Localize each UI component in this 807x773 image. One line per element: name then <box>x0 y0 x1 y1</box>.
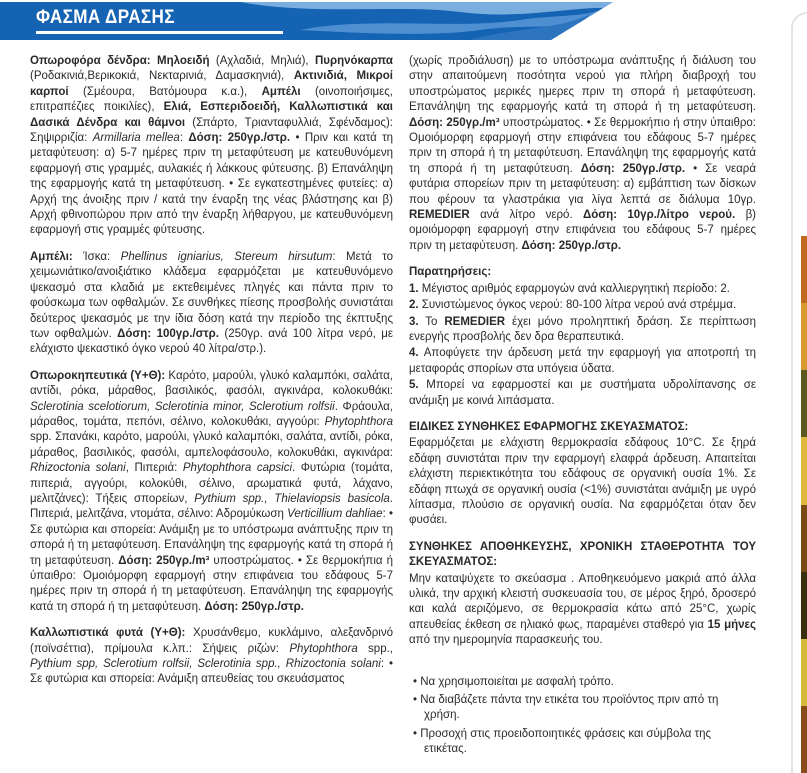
column-left <box>30 54 393 758</box>
note-3: 3. Το REMEDIER έχει μόνο προληπτική δράση. Σε περίπτωση ενεργής προσβολής δεν δρα θεραπευτικά. <box>409 315 756 343</box>
spectrum-vegetables: Οπωροκηπευτικά (Υ+Θ): Καρότο, μαρούλι, γλυκό καλαμπόκι, σαλάτα, αντίδι, ρόκα, μάραθος, βασιλικός, φασόλι, αγκινάρα, κολοκυθάκι: Sclerotinia scelotiorum, Sclerotinia minor, Sclerotium rolfsii. Φράουλα, μάραθος, τομάτα, πεπόνι, σέλινο, κολοκυθάκι, αγγούρι: Phytophthora spp. Σπανάκι, καρότο, μαρούλι, γλυκό καλαμπόκι, σαλάτα, αντίδι, ρόκα, μάραθος, βασιλικός, φασόλι, αμπελοφάσουλο, κολοκυθάκι, αγκινάρα: Rhizoctonia solani, Πιπεριά: Phytophthora capsici. Φυτώρια (τομάτα, πιπεριά, αγγούρι, κολοκύθι, σέλινο, αρωματικά φυτά, λάχανο, μελιτζάνες): Τήξεις σπορείων, Pythium spp., Thielaviopsis basicola. Πιπεριά, μελιτζάνα, ντομάτα, σέλινο: Αδρομύκωση Verticillium dahliae: • Σε φυτώρια και σπορεία: Ανάμιξη με το υπόστρωμα ανάπτυξης πριν τη σπορά ή τη μεταφύτευση. Επανάληψη της εφαρμογής κατά τη σπορά ή τη μεταφύτευση. Δόση: 250γρ./m³ υποστρώματος. • Σε θερμοκήπια ή ύπαιθρο: Ομοιόμορφη εφαρμογή στην επιφάνεια του εδάφους 5-7 ημέρες πριν τη σπορά ή τη μεταφύτευση. Επανάληψη της εφαρμογής κατά τη σπορά ή τη μεταφύτευση. Δόση: 250γρ./στρ. <box>30 369 393 613</box>
safety-bullet-3: • Προσοχή στις προειδοποιητικές φράσεις και σύμβολα της ετικέτας. <box>413 727 712 756</box>
photo-color-band <box>801 236 807 303</box>
photo-color-band <box>801 639 807 706</box>
title-underline <box>36 31 283 34</box>
photo-color-band <box>801 303 807 370</box>
header-banner <box>0 0 807 46</box>
photo-color-band <box>801 706 807 773</box>
document-body <box>30 54 782 758</box>
spectrum-fruit-trees: Οπωροφόρα δένδρα: Μηλοειδή (Αχλαδιά, Μηλιά), Πυρηνόκαρπα (Ροδακινιά,Βερικοκιά, Νεκταρινιά, Δαμασκηνιά), Ακτινιδιά, Μικροί καρποί (Σμέουρα, Βατόμουρα κ.α.), Αμπέλι (οινοποιήσιμες, επιτραπέζιες ποικιλίες), Ελιά, Εσπεριδοειδή, Καλλωπιστικά και Δασικά Δένδρα και θάμνοι (Σπάρτο, Τριανταφυλλιά, Σφένδαμος): Σηψιρριζία: Armillaria mellea: Δόση: 250γρ./στρ. • Πριν και κατά τη μεταφύτευση: α) 5-7 ημέρες πριν τη μεταφύτευση με κατευθυνόμενη εφαρμογή στις γραμμές, αυλακιές ή λάκκους φύτευσης. β) Επανάληψη της εφαρμογής κατά τη μεταφύτευση. • Σε εγκατεστημένες φυτείες: α) Αρχή της άνοιξης πριν / κατά την έναρξη της νέας βλάστησης και β) Αρχή φθινοπώρου πριν από την έναρξη λήθαργου, με κατευθυνόμενη εφαρμογή στις γραμμές φύτευσης. <box>30 55 394 237</box>
page-title: ΦΑΣΜΑ ΔΡΑΣΗΣ <box>36 7 175 28</box>
column-right <box>409 54 782 758</box>
photo-color-band <box>801 505 807 572</box>
note-5: 5. Μπορεί να εφαρμοστεί και με συστήματα υδρολίπανσης σε ανάμιξη με κοινά λιπάσματα. <box>409 379 756 407</box>
special-conditions-body: Εφαρμόζεται με ελάχιστη θερμοκρασία εδάφους 10°C. Σε ξηρά εδάφη συνιστάται πριν την εφαρμογή ελαφρά άρδευση. Απαιτείται ελάχιστη περιεκτικότητα του εδάφους σε οργανική ουσία 1%. Σε εδάφη πτωχά σε οργανική ουσία (<1%) συνιστάται ανάμιξη με υγρό λίπασμα, πλούσιο σε οργανική ουσία. Να εφαρμόζεται όταν δεν φυσάει. <box>409 437 756 527</box>
photo-color-band <box>801 572 807 639</box>
notes-heading: Παρατηρήσεις: <box>409 266 492 279</box>
safety-bullet-1: • Να χρησιμοποιείται με ασφαλή τρόπο. <box>413 675 614 688</box>
note-1: 1. Μέγιστος αριθμός εφαρμογών ανά καλλιεργητική περίοδο: 2. <box>409 282 730 295</box>
photo-color-band <box>801 437 807 504</box>
spectrum-vine: Αμπέλι: Ίσκα: Phellinus igniarius, Stereum hirsutum: Μετά το χειμωνιάτικο/ανοιξιάτικο κλάδεμα εφαρμόζεται με κατευθυνόμενο ψεκασμό στα κλαδιά με εκτεθειμένες πληγές και πάντα πριν το φούσκωμα των οφθαλμών. Σε συνθήκες πίεσης προσβολής συνιστάται δεύτερος ψεκασμός με την ίδια δόση κατά την περίοδο της έκπτυξης των οφθαλμών. Δόση: 100γρ./στρ. (250γρ. ανά 100 λίτρα νερό, με ελάχιστο ψεκαστικό όγκο νερού 40 λίτρα/στρ.). <box>30 250 393 356</box>
special-conditions-heading: ΕΙΔΙΚΕΣ ΣΥΝΘΗΚΕΣ ΕΦΑΡΜΟΓΗΣ ΣΚΕΥΑΣΜΑΤΟΣ: <box>409 420 689 433</box>
safety-bullet-2: • Να διαβάζετε πάντα την ετικέτα του προϊόντος πριν από τη χρήση. <box>413 694 719 722</box>
note-2: 2. Συνιστώμενος όγκος νερού: 80-100 λίτρα νερού ανά στρέμμα. <box>409 299 737 312</box>
note-4: 4. Αποφύγετε την άρδευση μετά την εφαρμογή για αποτροπή τη μεταφοράς σπορίων στα υπόγεια ύδατα. <box>409 347 756 375</box>
spectrum-ornamentals-continued: (χωρίς προδιάλυση) με το υπόστρωμα ανάπτυξης ή διάλυση του στην απαιτούμενη ποσότητα νερού για πλήρη διαβροχή του υποστρώματος μερικές ημερες πριν τη σπορά ή μεταφύτευση. Επανάληψη της εφαρμογής κατά τη σπορά ή τη μεταφύτευση. Δόση: 250γρ./m³ υποστρώματος. • Σε θερμοκήπιο ή στην ύπαιθρο: Ομοιόμορφη εφαρμογή στην επιφάνεια του εδάφους 5-7 ημέρες πριν τη σπορά ή τη μεταφύτευση. Επανάληψη της εφαρμογής κατά τη σπορά ή τη μεταφύτευση. Δόση: 250γρ./στρ. • Σε νεαρά φυτάρια σπορείων πριν τη μεταφύτευση: α) εμβάπτιση των δίσκων που φέρουν τα γλαστράκια για λίγα λεπτά σε διάλυμα 10γρ. REMEDIER ανά λίτρο νερό. Δόση: 10γρ./λίτρο νερού. β) ομοιόμορφη εφαρμογή στην επιφάνεια του εδάφους 5-7 ημέρες πριν τη μεταφύτευση. Δόση: 250γρ./στρ. <box>409 55 757 252</box>
adjacent-photo-sliver <box>801 236 807 773</box>
storage-heading: ΣΥΝΘΗΚΕΣ ΑΠΟΘΗΚΕΥΣΗΣ, ΧΡΟΝΙΚΗ ΣΤΑΘΕΡΟΤΗΤΑ ΤΟΥ ΣΚΕΥΑΣΜΑΤΟΣ: <box>409 540 756 569</box>
storage-body: Μην καταψύχετε το σκεύασμα . Αποθηκευόμενο μακριά από άλλα υλικά, την αρχική κλειστή συσκευασία του, σε μέρος ξηρό, δροσερό και καλά αεριζόμενο, σε θερμοκρασία κάτω από 25°C, χωρίς απευθείας έκθεση σε ηλιακό φως, παραμένει σταθερό για 15 μήνες από την ημερομηνία παρασκευής του. <box>409 572 756 647</box>
spectrum-ornamentals: Καλλωπιστικά φυτά (Υ+Θ): Χρυσάνθεμο, κυκλάμινο, αλεξανδρινό (ποϊνσέττια), πρίμουλα κ.λπ.: Σήψεις ριζών: Phytophthora spp., Pythium spp, Sclerotium rolfsii, Sclerotinia spp., Rhizoctonia solani: • Σε φυτώρια και σπορεία: Ανάμιξη απευθείας του σκευάσματος <box>30 627 393 686</box>
photo-color-band <box>801 370 807 437</box>
